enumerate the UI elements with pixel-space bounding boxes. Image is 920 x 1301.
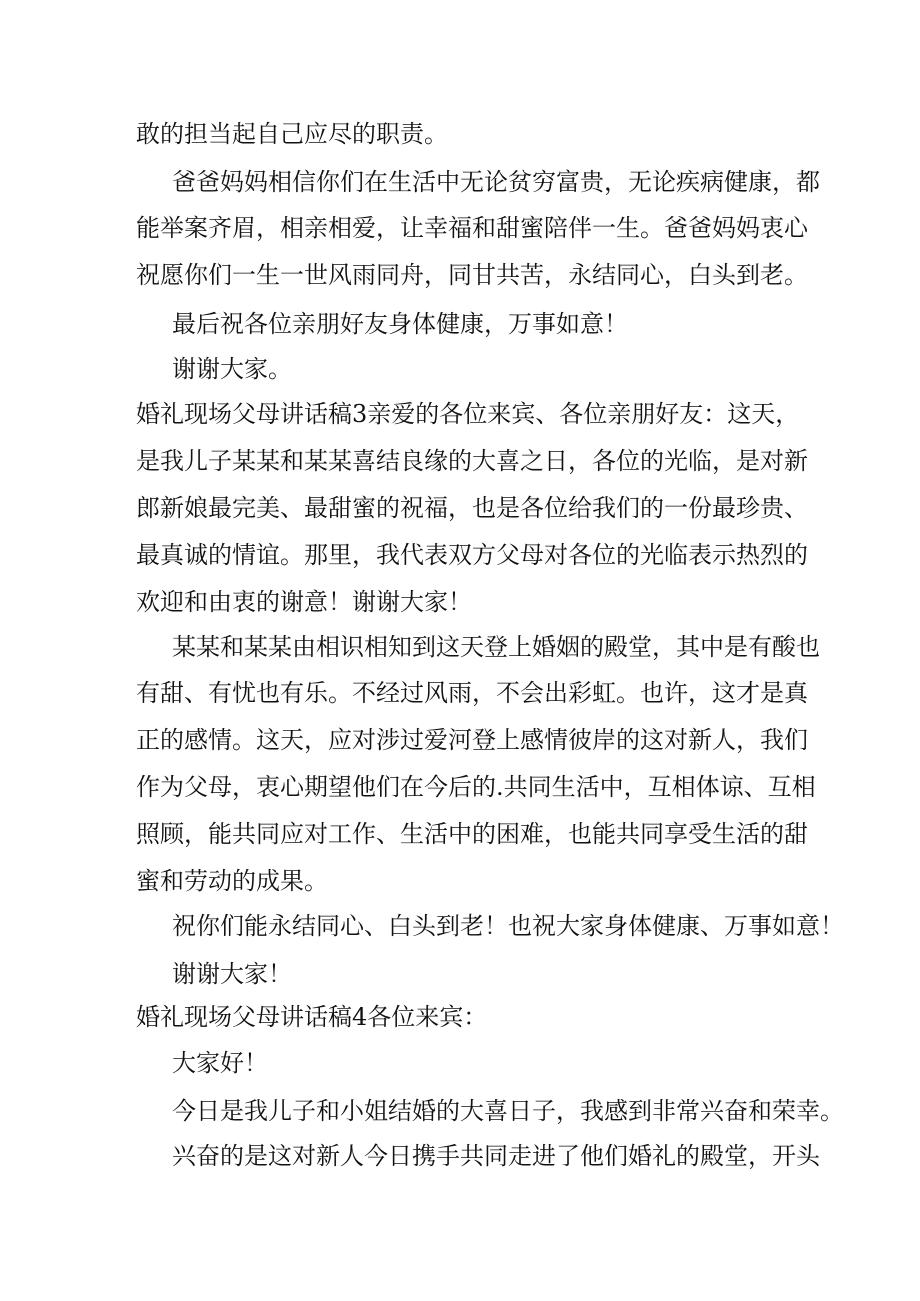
section-heading-line: 婚礼现场父母讲话稿3亲爱的各位来宾、各位亲朋好友：这天，	[136, 400, 800, 428]
text-line: 祝愿你们一生一世风雨同舟，同甘共苦，永结同心，白头到老。	[136, 261, 808, 289]
paragraph-line: 兴奋的是这对新人今日携手共同走进了他们婚礼的殿堂，开头	[172, 1142, 820, 1170]
text-line: 蜜和劳动的成果。	[136, 867, 328, 895]
paragraph-line: 某某和某某由相识相知到这天登上婚姻的殿堂，其中是有酸也	[172, 633, 820, 661]
text-line: 作为父母，衷心期望他们在今后的.共同生活中，互相体谅、互相	[136, 773, 816, 801]
text-line: 郎新娘最完美、最甜蜜的祝福，也是各位给我们的一份最珍贵、	[136, 494, 808, 522]
paragraph-line: 爸爸妈妈相信你们在生活中无论贫穷富贵，无论疾病健康，都	[172, 168, 820, 196]
text-line: 有甜、有忧也有乐。不经过风雨，不会出彩虹。也许，这才是真	[136, 679, 808, 707]
paragraph-line: 大家好！	[172, 1049, 268, 1077]
text-line: 能举案齐眉，相亲相爱，让幸福和甜蜜陪伴一生。爸爸妈妈衷心	[136, 214, 808, 242]
text-line: 欢迎和由衷的谢意！谢谢大家！	[136, 588, 472, 616]
text-line: 敢的担当起自己应尽的职责。	[136, 120, 448, 148]
paragraph-line: 谢谢大家。	[172, 355, 292, 383]
text-line: 是我儿子某某和某某喜结良缘的大喜之日，各位的光临，是对新	[136, 447, 808, 475]
paragraph-line: 祝你们能永结同心、白头到老！也祝大家身体健康、万事如意！	[172, 912, 844, 940]
paragraph-line: 今日是我儿子和小姐结婚的大喜日子，我感到非常兴奋和荣幸。	[172, 1097, 844, 1125]
paragraph-line: 谢谢大家！	[172, 960, 292, 988]
section-heading-line: 婚礼现场父母讲话稿4各位来宾：	[136, 1003, 488, 1031]
paragraph-line: 最后祝各位亲朋好友身体健康，万事如意！	[172, 310, 628, 338]
text-line: 最真诚的情谊。那里，我代表双方父母对各位的光临表示热烈的	[136, 541, 808, 569]
text-line: 照顾，能共同应对工作、生活中的困难，也能共同享受生活的甜	[136, 820, 808, 848]
text-line: 正的感情。这天，应对涉过爱河登上感情彼岸的这对新人，我们	[136, 726, 808, 754]
